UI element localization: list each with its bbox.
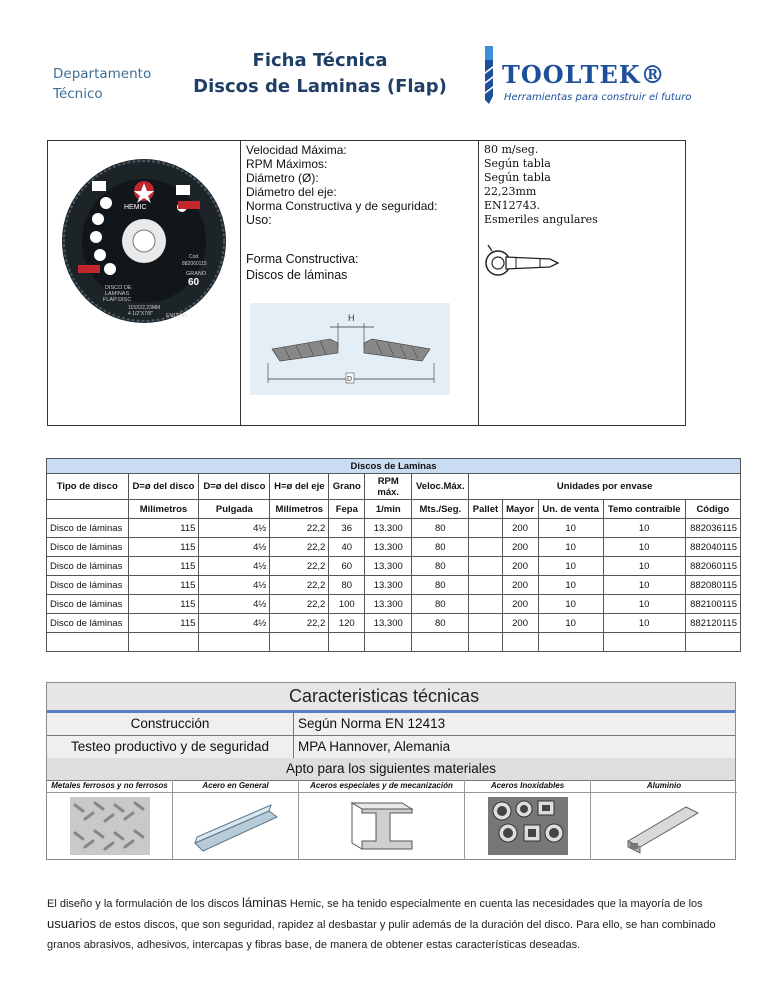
table-row [47, 595, 741, 614]
table-cell: 10 [538, 538, 603, 557]
table-cell: 10 [538, 519, 603, 538]
table-cell: 10 [603, 538, 685, 557]
disc-image-cell [48, 141, 241, 425]
title-line-2: Discos de Laminas (Flap) [193, 76, 447, 97]
disc-cod-label: Cod. [189, 254, 200, 260]
table-cell: 10 [603, 576, 685, 595]
steel-tubes-icon [488, 797, 568, 855]
spec-values-cell [478, 141, 685, 425]
table-cell: 80 [412, 538, 469, 557]
table-cell: 80 [412, 614, 469, 633]
characteristics-header [47, 683, 735, 713]
checker-plate-icon [70, 797, 150, 855]
table-cell: 40 [329, 538, 365, 557]
disc-brand: HEMIC [124, 204, 147, 211]
table-cell: 22,2 [270, 557, 329, 576]
table-cell: 4½ [199, 538, 270, 557]
table-cell: 115 [128, 576, 199, 595]
col-header: Veloc.Máx. [412, 474, 469, 500]
table-cell: 4½ [199, 614, 270, 633]
spec-label: RPM Máximos: [246, 157, 328, 171]
disc-grano: 60 [188, 277, 200, 288]
material-cell [173, 780, 299, 860]
table-cell: 10 [603, 614, 685, 633]
disc-grano-label: GRANO [186, 271, 207, 277]
table-cell: 13.300 [365, 576, 412, 595]
forma-value: Discos de láminas [246, 268, 348, 282]
table-row [47, 614, 741, 633]
description-text: Hemic, se ha tenido especialmente en cuenta las necesidades que la mayoría de los [286, 898, 703, 910]
spec-label: Diámetro (Ø): [246, 171, 319, 185]
table-cell [469, 595, 502, 614]
table-cell: 13.300 [365, 557, 412, 576]
logo-text: TOOLTEK® [502, 60, 666, 89]
disc-label-3: FLAP DISC [103, 297, 132, 303]
col-subheader: Mts./Seg. [412, 500, 469, 519]
table-cell [469, 557, 502, 576]
col-subheader: Un. de venta [538, 500, 603, 519]
disc-profile-diagram [250, 303, 450, 395]
description-text: El diseño y la formulación de los discos [47, 898, 243, 910]
disc-norm: EN12743 [166, 313, 187, 319]
spec-label: Velocidad Máxima: [246, 143, 347, 157]
spec-value: Según tabla [484, 157, 551, 170]
table-cell [469, 576, 502, 595]
spec-value: 80 m/seg. [484, 143, 539, 156]
table-cell: 882120115 [685, 614, 740, 633]
table-cell: 882080115 [685, 576, 740, 595]
construccion-row [47, 713, 735, 736]
aluminum-profile-icon [624, 797, 704, 855]
table-cell: Disco de láminas [47, 595, 129, 614]
table-cell: 22,2 [270, 614, 329, 633]
table-cell: 4½ [199, 576, 270, 595]
material-label: Aceros Inoxidables [465, 780, 590, 793]
department-line-2: Técnico [53, 86, 103, 102]
table-cell: 10 [538, 557, 603, 576]
drill-bit-icon [478, 46, 500, 106]
table-cell: 13.300 [365, 595, 412, 614]
table-cell: 10 [538, 614, 603, 633]
table-cell: 4½ [199, 595, 270, 614]
department-label [53, 64, 151, 104]
col-subheader: Temo contraíble [603, 500, 685, 519]
col-header: Tipo de disco [47, 474, 129, 500]
table-cell: 10 [603, 595, 685, 614]
table-row [47, 538, 741, 557]
table-cell: 13.300 [365, 519, 412, 538]
table-cell: 4½ [199, 557, 270, 576]
table-cell: 80 [412, 519, 469, 538]
col-header: RPM máx. [365, 474, 412, 500]
logo-tagline: Herramientas para construir el futuro [504, 92, 692, 103]
col-subheader: Mayor [502, 500, 538, 519]
table-cell: 115 [128, 538, 199, 557]
empty-row [47, 633, 741, 652]
forma-label: Forma Constructiva: [246, 252, 359, 266]
spec-label: Norma Constructiva y de seguridad: [246, 199, 438, 213]
construccion-label: Construcción [47, 713, 294, 735]
tooltek-logo [478, 44, 692, 114]
table-cell: 60 [329, 557, 365, 576]
page-title [180, 48, 460, 100]
spec-label: Diámetro del eje: [246, 185, 337, 199]
table-cell: 22,2 [270, 538, 329, 557]
material-label: Metales ferrosos y no ferrosos [47, 780, 172, 793]
table-cell: 115 [128, 557, 199, 576]
material-cell [591, 780, 737, 860]
col-header-group: Unidades por envase [469, 474, 741, 500]
table-cell: Disco de láminas [47, 576, 129, 595]
disc-size-in: 4 1/2"X7/8" [128, 311, 153, 317]
spec-labels-cell [240, 141, 479, 425]
description-emphasis: usuarios [47, 916, 97, 931]
col-subheader: Fepa [329, 500, 365, 519]
uso-label: Uso: [246, 213, 272, 227]
table-cell: 882040115 [685, 538, 740, 557]
title-line-1: Ficha Técnica [252, 50, 388, 71]
spec-value: EN12743. [484, 199, 541, 212]
col-subheader: 1/min [365, 500, 412, 519]
table-cell: 115 [128, 595, 199, 614]
table-cell: 22,2 [270, 519, 329, 538]
table-cell: Disco de láminas [47, 557, 129, 576]
testeo-label: Testeo productivo y de seguridad [47, 736, 294, 758]
table-cell [469, 538, 502, 557]
table-cell: 200 [502, 614, 538, 633]
disc-size: 115X22,23MM [128, 305, 161, 311]
testeo-row [47, 736, 735, 759]
table-cell: 10 [603, 557, 685, 576]
col-subheader: Milímetros [128, 500, 199, 519]
table-cell: 200 [502, 557, 538, 576]
spec-box [47, 140, 686, 426]
table-cell: 10 [603, 519, 685, 538]
col-subheader: Pulgada [199, 500, 270, 519]
disc-label-2: LÁMINAS [105, 291, 130, 297]
table-cell: 4½ [199, 519, 270, 538]
material-label: Aluminio [591, 780, 737, 793]
disc-label-1: DISCO DE [105, 285, 132, 291]
material-cell [47, 780, 173, 860]
table-cell: 882100115 [685, 595, 740, 614]
table-cell: 80 [329, 576, 365, 595]
table-cell: 115 [128, 519, 199, 538]
characteristics-panel [46, 682, 736, 860]
table-cell [469, 519, 502, 538]
table-cell: 200 [502, 538, 538, 557]
table-cell: 200 [502, 519, 538, 538]
col-header: D=ø del disco [199, 474, 270, 500]
table-cell: Disco de láminas [47, 519, 129, 538]
table-cell: 882036115 [685, 519, 740, 538]
material-label: Aceros especiales y de mecanización [299, 780, 464, 793]
table-cell: 80 [412, 576, 469, 595]
material-cell [465, 780, 591, 860]
disc-cod: 882060115 [182, 261, 207, 267]
steel-angle-icon [191, 797, 281, 855]
table-cell: 10 [538, 576, 603, 595]
diagram-d-label: D [347, 376, 353, 383]
table-cell: 200 [502, 595, 538, 614]
col-header: D=ø del disco [128, 474, 199, 500]
uso-value: Esmeriles angulares [484, 213, 598, 226]
table-cell [469, 614, 502, 633]
table-row [47, 519, 741, 538]
col-header: Grano [329, 474, 365, 500]
table-cell: 13.300 [365, 538, 412, 557]
table-cell: 36 [329, 519, 365, 538]
table-cell: 115 [128, 614, 199, 633]
description-emphasis: láminas [242, 895, 287, 910]
flap-disc-image [48, 145, 240, 345]
construccion-value: Según Norma EN 12413 [298, 716, 446, 731]
product-table-title: Discos de Laminas [47, 459, 741, 474]
material-label: Acero en General [173, 780, 298, 793]
table-cell: 120 [329, 614, 365, 633]
materials-row [47, 780, 735, 860]
table-row [47, 557, 741, 576]
col-header: H=ø del eje [270, 474, 329, 500]
table-cell: 100 [329, 595, 365, 614]
table-row [47, 576, 741, 595]
product-table [46, 458, 741, 652]
i-beam-icon [342, 797, 422, 855]
table-cell: 22,2 [270, 595, 329, 614]
spec-value: Según tabla [484, 171, 551, 184]
department-line-1: Departamento [53, 66, 152, 82]
col-subheader: Código [685, 500, 740, 519]
apto-title: Apto para los siguientes materiales [47, 758, 735, 781]
table-cell: 200 [502, 576, 538, 595]
col-subheader: Milímetros [270, 500, 329, 519]
diagram-h-label: H [348, 313, 355, 323]
col-subheader: Pallet [469, 500, 502, 519]
description-text: de estos discos, que son seguridad, rapidez al desbastar y pulir además de la duración del disco. Para ello, se han combinado granos abrasivos, adhesivos, intercapas y fibras base, de manera de obtener estas características deseadas. [47, 919, 716, 951]
table-cell: Disco de láminas [47, 538, 129, 557]
spec-value: 22,23mm [484, 185, 537, 198]
table-cell: 13.300 [365, 614, 412, 633]
table-cell: 22,2 [270, 576, 329, 595]
description-paragraph [47, 893, 732, 955]
table-cell: 80 [412, 595, 469, 614]
characteristics-title: Caracteristicas técnicas [289, 686, 480, 706]
table-cell: 80 [412, 557, 469, 576]
material-cell [299, 780, 465, 860]
table-cell: 10 [538, 595, 603, 614]
table-cell: 882060115 [685, 557, 740, 576]
testeo-value: MPA Hannover, Alemania [298, 739, 451, 754]
table-cell: Disco de láminas [47, 614, 129, 633]
angle-grinder-icon [482, 241, 562, 281]
